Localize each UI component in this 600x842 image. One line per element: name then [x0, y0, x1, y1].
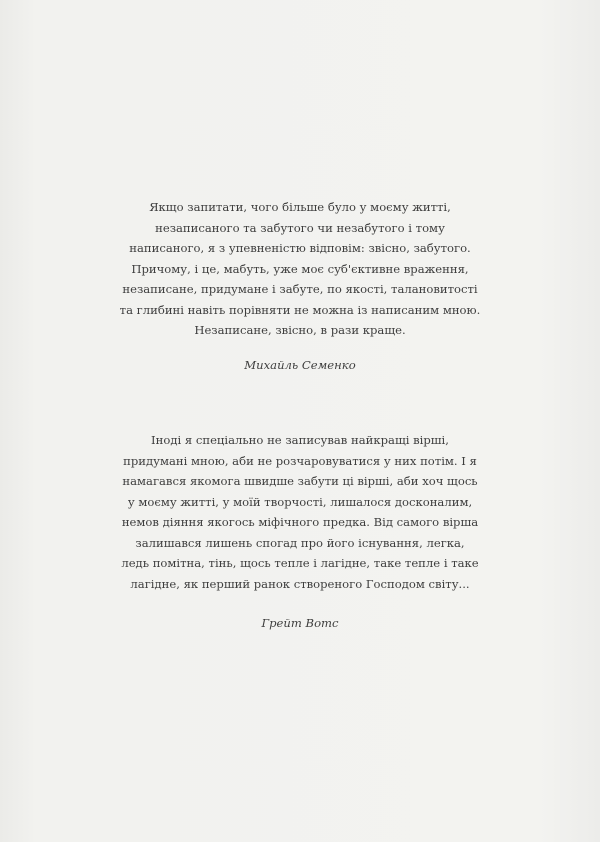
quote-line: Якщо запитати, чого більше було у моєму житті,: [149, 200, 451, 214]
quote-line: лагідне, як перший ранок створеного Господом світу...: [130, 576, 470, 591]
quote-line: немов діяння якогось міфічного предка. Від самого вірша: [121, 515, 479, 529]
quote-line: та глибині навіть порівняти не можна із написаним мною.: [119, 302, 481, 317]
quote-author-1: Михайль Семенко: [244, 358, 356, 372]
quote-line: залишався лишень спогад про його існування, легка,: [135, 535, 465, 550]
quote-line: у моєму житті, у моїй творчості, лишалося досконалим,: [127, 494, 473, 509]
quote-line: Іноді я спеціально не записував найкращі вірші,: [151, 433, 449, 447]
quote-line: незаписане, придумане і забуте, по якості, талановитості: [122, 282, 478, 296]
quote-line: намагався якомога швидше забути ці вірші, аби хоч щось: [122, 474, 478, 488]
quote-line: написаного, я з упевненістю відповім: звісно, забутого.: [129, 241, 471, 255]
quote-line: ледь помітна, тінь, щось тепле і лагідне, таке тепле і таке: [121, 556, 479, 570]
quote-line: незаписаного та забутого чи незабутого і тому: [155, 220, 445, 235]
quote-line: Незаписане, звісно, в рази краще.: [194, 323, 406, 337]
quote-author-2: Грейт Вотс: [261, 616, 339, 630]
epigraph-quote-1: [100, 197, 500, 341]
epigraph-quote-2: [100, 430, 500, 594]
quote-line: придумані мною, аби не розчаровуватися у них потім. І я: [123, 453, 477, 468]
quote-line: Причому, і це, мабуть, уже моє суб'єктивне враження,: [131, 261, 469, 276]
